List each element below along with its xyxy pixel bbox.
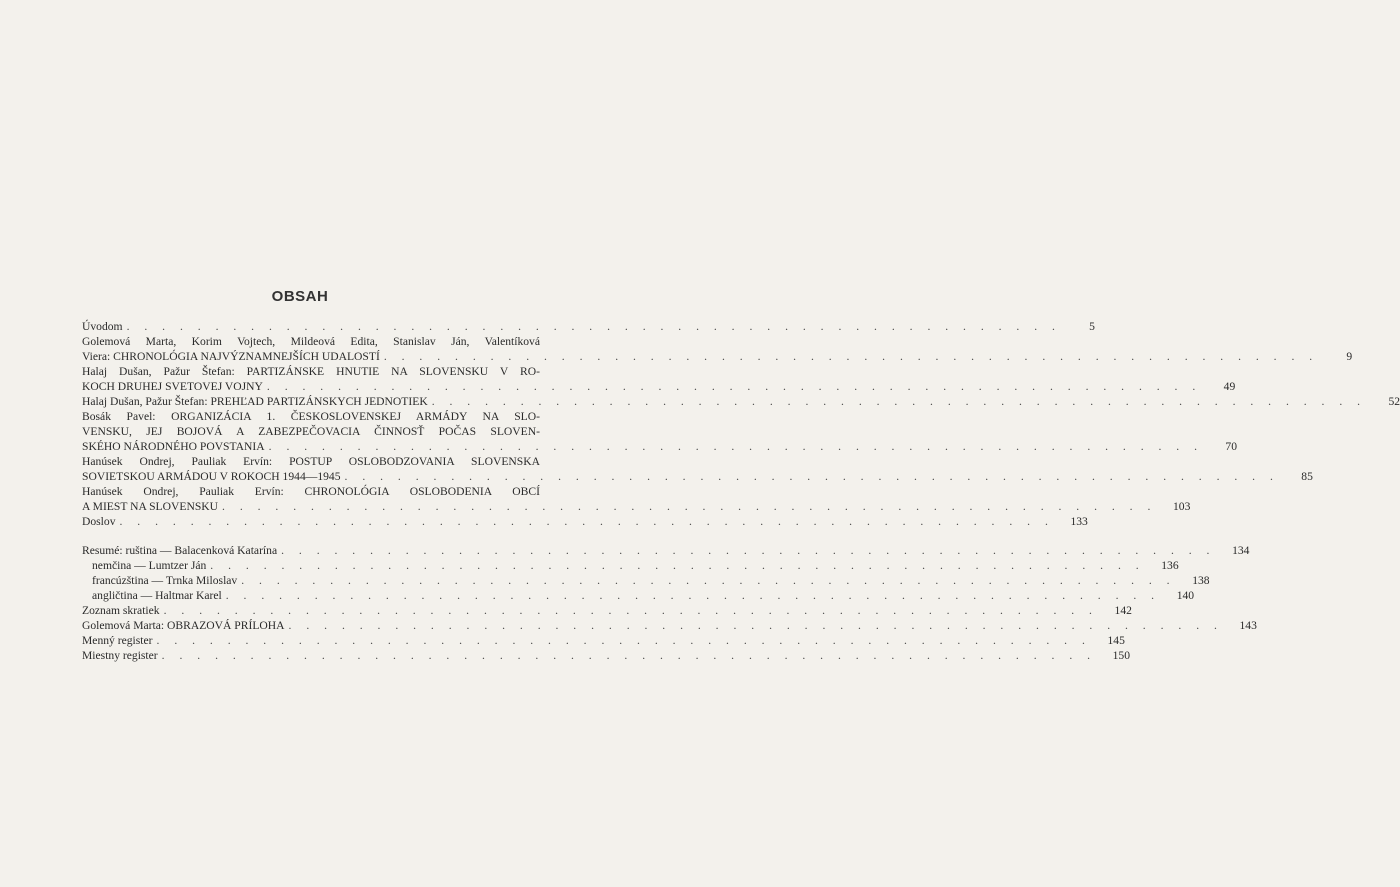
toc-entry[interactable] xyxy=(82,588,1195,603)
toc-entry[interactable] xyxy=(82,454,1313,484)
toc-entry-text: Hanúsek Ondrej, Pauliak Ervín: CHRONOLÓGIA OSLOBODENIA OBCÍ xyxy=(82,485,540,498)
toc-entry-line xyxy=(82,319,1095,334)
page-number: 143 xyxy=(1239,619,1257,632)
toc-entry-text: Halaj Dušan, Pažur Štefan: PARTIZÁNSKE HNUTIE NA SLOVENSKU V RO- xyxy=(82,365,540,378)
page-number: 140 xyxy=(1176,589,1195,602)
leader-dots: . . . . . . . . . . . . . . . . . . . . . . . . . . . . . . . . . . . . . . . . . . . . . . . . . . . . . xyxy=(163,604,1098,617)
leader-dots: . . . . . . . . . . . . . . . . . . . . . . . . . . . . . . . . . . . . . . . . . . . . . . . . . . . . . xyxy=(344,470,1279,483)
toc-entry-line xyxy=(82,394,1400,409)
page-number: 9 xyxy=(1346,350,1353,363)
toc-entry-line xyxy=(82,484,540,499)
toc-entry-text: Halaj Dušan, Pažur Štefan: PREHĽAD PARTIZÁNSKYCH JEDNOTIEK xyxy=(82,395,428,408)
leader-dots: . . . . . . . . . . . . . . . . . . . . . . . . . . . . . . . . . . . . . . . . . . . . . . . . . . . . . xyxy=(156,634,1091,647)
page-number: 5 xyxy=(1089,320,1095,333)
toc-entry-text: KOCH DRUHEJ SVETOVEJ VOJNY xyxy=(82,380,263,393)
page-number: 52 xyxy=(1388,395,1400,408)
toc-entry-text: Viera: CHRONOLÓGIA NAJVÝZNAMNEJŠÍCH UDALOSTÍ xyxy=(82,350,380,363)
toc-entry[interactable] xyxy=(82,603,1132,618)
toc-entry-text: VENSKU, JEJ BOJOVÁ A ZABEZPEČOVACIA ČINNOSŤ POČAS SLOVEN- xyxy=(82,425,540,438)
toc-entry-line xyxy=(82,424,540,439)
toc-entry-line xyxy=(82,409,540,424)
toc-entry-text: Zoznam skratiek xyxy=(82,604,160,617)
leader-dots: . . . . . . . . . . . . . . . . . . . . . . . . . . . . . . . . . . . . . . . . . . . . . . . . . . . . . xyxy=(119,515,1054,528)
toc-entry-line xyxy=(82,573,1210,588)
page-number: 133 xyxy=(1070,515,1088,528)
toc-entry-text: Menný register xyxy=(82,634,153,647)
toc-entry-text: Golemová Marta, Korim Vojtech, Mildeová Edita, Stanislav Ján, Valentíková xyxy=(82,335,540,348)
toc-entry-line xyxy=(82,364,540,379)
toc-entry-text: Miestny register xyxy=(82,649,158,662)
toc-entry[interactable] xyxy=(82,573,1210,588)
leader-dots: . . . . . . . . . . . . . . . . . . . . . . . . . . . . . . . . . . . . . . . . . . . . . . . . . . . . . xyxy=(161,649,1097,662)
toc-entry[interactable] xyxy=(82,334,1353,364)
toc-entry-line xyxy=(82,379,1236,394)
page-number: 103 xyxy=(1172,500,1191,513)
toc-entry-text: angličtina — Haltmar Karel xyxy=(92,589,222,602)
toc-entry-text: Hanúsek Ondrej, Pauliak Ervín: POSTUP OSLOBODZOVANIA SLOVENSKA xyxy=(82,455,540,468)
leader-dots: . . . . . . . . . . . . . . . . . . . . . . . . . . . . . . . . . . . . . . . . . . . . . . . . . . . . . xyxy=(281,544,1216,557)
toc-entry-text: SOVIETSKOU ARMÁDOU V ROKOCH 1944—1945 xyxy=(82,470,341,483)
page-number: 136 xyxy=(1161,559,1179,572)
toc-entry-line xyxy=(82,603,1132,618)
toc-entry-line xyxy=(82,618,1257,633)
toc-entry[interactable] xyxy=(82,364,1236,394)
toc-entry-line xyxy=(82,499,1191,514)
page-title: OBSAH xyxy=(271,288,329,305)
toc-entry-text: Resumé: ruština — Balacenková Katarína xyxy=(82,544,278,557)
leader-dots: . . . . . . . . . . . . . . . . . . . . . . . . . . . . . . . . . . . . . . . . . . . . . . . . . . . . . xyxy=(126,320,1061,333)
toc-entry[interactable] xyxy=(82,394,1400,409)
page-number: 49 xyxy=(1223,380,1236,393)
toc-entry-line xyxy=(82,514,1088,529)
toc-entry-text: SKÉHO NÁRODNÉHO POVSTANIA xyxy=(82,440,265,453)
toc-entry[interactable] xyxy=(82,648,1131,663)
page-number: 134 xyxy=(1232,544,1250,557)
toc-entry-line xyxy=(82,454,540,469)
toc-entry-text: A MIEST NA SLOVENSKU xyxy=(82,500,219,513)
toc-entry-line xyxy=(82,349,1353,364)
toc-entry-text: francúzština — Trnka Miloslav xyxy=(92,574,238,587)
leader-dots: . . . . . . . . . . . . . . . . . . . . . . . . . . . . . . . . . . . . . . . . . . . . . . . . . . . . . xyxy=(288,619,1223,632)
toc-entry-text: Úvodom xyxy=(82,320,123,333)
toc-entry-line xyxy=(82,334,540,349)
toc-entry-line xyxy=(82,439,1237,454)
toc-entry-line xyxy=(82,543,1250,558)
leader-dots: . . . . . . . . . . . . . . . . . . . . . . . . . . . . . . . . . . . . . . . . . . . . . . . . . . . . . xyxy=(210,559,1145,572)
page-number: 145 xyxy=(1107,634,1125,647)
toc-entry[interactable] xyxy=(82,618,1257,633)
toc-entry-line xyxy=(82,648,1131,663)
page-number: 150 xyxy=(1112,649,1131,662)
toc-entry[interactable] xyxy=(82,558,1179,573)
toc-entry-text: Doslov xyxy=(82,515,116,528)
toc-entry[interactable] xyxy=(82,409,1237,454)
toc-entry-line xyxy=(82,633,1125,648)
leader-dots: . . . . . . . . . . . . . . . . . . . . . . . . . . . . . . . . . . . . . . . . . . . . . . . . . . . . . xyxy=(431,395,1367,408)
leader-dots: . . . . . . . . . . . . . . . . . . . . . . . . . . . . . . . . . . . . . . . . . . . . . . . . . . . . . xyxy=(266,380,1202,393)
toc-entry-line xyxy=(82,588,1195,603)
leader-dots: . . . . . . . . . . . . . . . . . . . . . . . . . . . . . . . . . . . . . . . . . . . . . . . . . . . . . xyxy=(383,350,1319,363)
leader-dots: . . . . . . . . . . . . . . . . . . . . . . . . . . . . . . . . . . . . . . . . . . . . . . . . . . . . . xyxy=(268,440,1203,453)
table-of-contents xyxy=(82,319,1400,663)
toc-entry[interactable] xyxy=(82,633,1125,648)
toc-entry-text: Bosák Pavel: ORGANIZÁCIA 1. ČESKOSLOVENSKEJ ARMÁDY NA SLO- xyxy=(82,410,540,423)
toc-entry[interactable] xyxy=(82,543,1250,558)
toc-entry[interactable] xyxy=(82,514,1088,529)
leader-dots: . . . . . . . . . . . . . . . . . . . . . . . . . . . . . . . . . . . . . . . . . . . . . . . . . . . . . xyxy=(225,589,1161,602)
leader-dots: . . . . . . . . . . . . . . . . . . . . . . . . . . . . . . . . . . . . . . . . . . . . . . . . . . . . . xyxy=(241,574,1176,587)
page-number: 142 xyxy=(1114,604,1132,617)
toc-entry-text: nemčina — Lumtzer Ján xyxy=(92,559,207,572)
page-number: 138 xyxy=(1192,574,1210,587)
toc-entry-line xyxy=(82,469,1313,484)
toc-entry[interactable] xyxy=(82,319,1095,334)
leader-dots: . . . . . . . . . . . . . . . . . . . . . . . . . . . . . . . . . . . . . . . . . . . . . . . . . . . . . xyxy=(222,500,1157,513)
page-number: 70 xyxy=(1225,440,1237,453)
page-number: 85 xyxy=(1301,470,1313,483)
toc-entry-text: Golemová Marta: OBRAZOVÁ PRÍLOHA xyxy=(82,619,285,632)
toc-entry-line xyxy=(82,558,1179,573)
toc-entry[interactable] xyxy=(82,484,1191,514)
